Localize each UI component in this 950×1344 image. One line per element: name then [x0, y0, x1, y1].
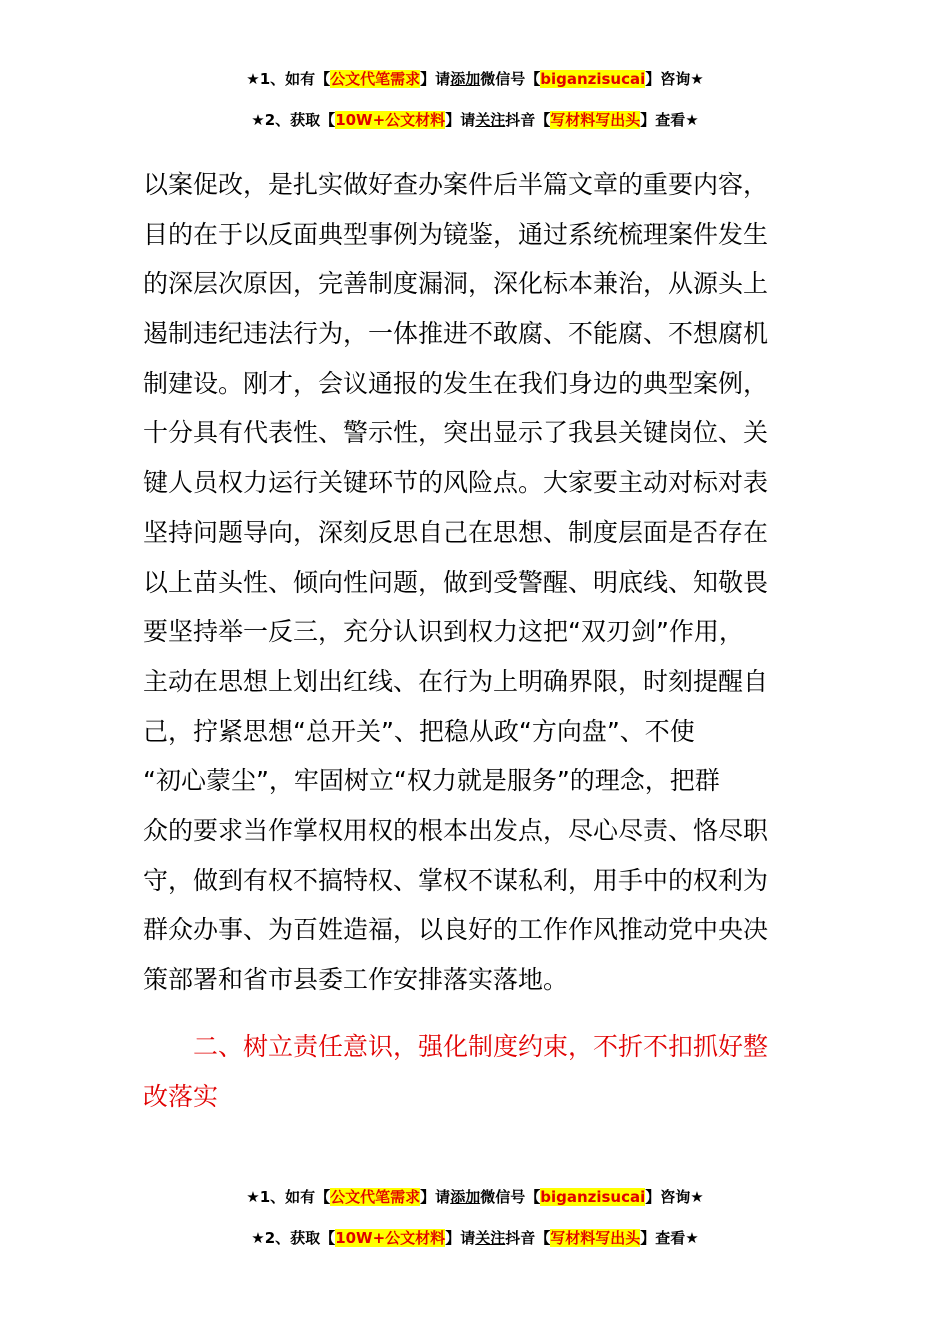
- banner-text: 】请: [420, 1188, 451, 1206]
- banner-text: ★2、获取【: [251, 111, 336, 129]
- banner-text: 微信号【: [480, 70, 541, 88]
- body-line: 键人员权力运行关键环节的风险点。大家要主动对标对表: [143, 468, 769, 498]
- banner-text: 抖音【: [505, 111, 551, 129]
- banner-text: 】请: [445, 1229, 476, 1247]
- banner-text: ★1、如有【: [246, 70, 331, 88]
- body-line: 制建设。刚才，会议通报的发生在我们身边的典型案例，: [143, 368, 769, 398]
- banner-underlined-text: 添加: [450, 1188, 481, 1206]
- banner-text: 】查看★: [640, 111, 699, 129]
- top-banner-line-2: [0, 109, 950, 131]
- banner-text: ★1、如有【: [246, 1188, 331, 1206]
- body-line: 群众办事、为百姓造福，以良好的工作作风推动党中央决: [143, 915, 769, 945]
- body-line: 守，做到有权不搞特权、掌权不谋私利，用手中的权利为: [143, 865, 769, 895]
- section-heading-line-1: 二、树立责任意识，强化制度约束，不折不扣抓好整: [193, 1032, 769, 1061]
- banner-underlined-text: 关注: [475, 111, 506, 129]
- body-line: 以上苗头性、倾向性问题，做到受警醒、明底线、知敬畏: [143, 567, 769, 597]
- section-heading: [143, 1022, 813, 1121]
- body-line: 遏制违纪违法行为，一体推进不敢腐、不能腐、不想腐机: [143, 319, 769, 349]
- body-paragraph: [143, 160, 813, 1005]
- banner-highlight: 公文代笔需求: [330, 70, 421, 88]
- banner-highlight: 10W+公文材料: [335, 1229, 446, 1247]
- bottom-banner-line-2: [0, 1227, 950, 1249]
- body-line: 众的要求当作掌权用权的根本出发点，尽心尽责、恪尽职: [143, 815, 769, 845]
- banner-underlined-text: 关注: [475, 1229, 506, 1247]
- banner-highlight: 公文代笔需求: [330, 1188, 421, 1206]
- banner-text: 】请: [420, 70, 451, 88]
- section-heading-line-2: 改落实: [143, 1081, 219, 1111]
- body-line: 的深层次原因，完善制度漏洞，深化标本兼治，从源头上: [143, 269, 769, 299]
- banner-text: 】请: [445, 111, 476, 129]
- banner-text: ★2、获取【: [251, 1229, 336, 1247]
- body-line: 己，拧紧思想“总开关”、把稳从政“方向盘”、不使: [143, 716, 695, 746]
- banner-highlight: 10W+公文材料: [335, 111, 446, 129]
- banner-text: 微信号【: [480, 1188, 541, 1206]
- body-line: 以案促改，是扎实做好查办案件后半篇文章的重要内容，: [143, 170, 769, 199]
- body-line: “初心蒙尘”，牢固树立“权力就是服务”的理念，把群: [143, 766, 720, 796]
- body-line: 目的在于以反面典型事例为镜鉴，通过系统梳理案件发生: [143, 219, 769, 249]
- banner-highlight-wechat-id: biganzisucai: [540, 70, 646, 88]
- bottom-banner-line-1: [0, 1186, 950, 1208]
- banner-text: 】咨询★: [645, 1188, 704, 1206]
- banner-text: 抖音【: [505, 1229, 551, 1247]
- banner-text: 】查看★: [640, 1229, 699, 1247]
- body-line: 主动在思想上划出红线、在行为上明确界限，时刻提醒自: [143, 666, 769, 696]
- top-banner-line-1: [0, 68, 950, 90]
- body-line: 坚持问题导向，深刻反思自己在思想、制度层面是否存在: [143, 517, 769, 547]
- banner-text: 】咨询★: [645, 70, 704, 88]
- banner-highlight-douyin-account: 写材料写出头: [550, 111, 641, 129]
- body-line: 策部署和省市县委工作安排落实落地。: [143, 965, 569, 994]
- body-line: 十分具有代表性、警示性，突出显示了我县关键岗位、关: [143, 418, 769, 448]
- banner-underlined-text: 添加: [450, 70, 481, 88]
- banner-highlight-douyin-account: 写材料写出头: [550, 1229, 641, 1247]
- banner-highlight-wechat-id: biganzisucai: [540, 1188, 646, 1206]
- body-line: 要坚持举一反三，充分认识到权力这把“双刃剑”作用，: [143, 617, 744, 647]
